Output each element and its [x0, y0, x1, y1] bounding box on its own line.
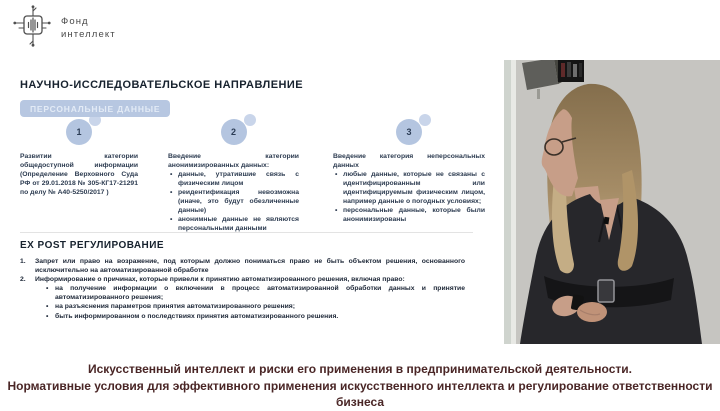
column-intro: Развитии категории общедоступной информации (Определение Верховного Суда РФ от 29.01.2018 № 305-КГ17-21291 по делу № А40-5250/2017 )	[20, 153, 138, 196]
sub-bullet-item	[46, 284, 465, 302]
step-circle-1	[20, 119, 138, 150]
slide-title: НАУЧНО-ИССЛЕДОВАТЕЛЬСКОЕ НАПРАВЛЕНИЕ	[20, 79, 304, 91]
belt-buckle	[598, 280, 614, 302]
shelf-item	[561, 63, 565, 77]
logo-text	[61, 16, 116, 41]
circle-number: 1	[76, 127, 82, 137]
numbered-item	[20, 275, 465, 284]
item-text: Информирование о причинах, которые привели к принятию автоматизированного решения, включая право:	[35, 276, 405, 284]
circle-number: 2	[230, 127, 236, 137]
presenter-video-frame	[504, 60, 720, 344]
bullet-item: • любые данные, которые не связаны с идентифицированным или идентифицируемым физическим лицом, например данные о погодных условиях;	[333, 171, 485, 207]
fond-intellect-logo	[12, 4, 116, 53]
numbered-item	[20, 257, 465, 275]
step-circle-3	[333, 119, 485, 150]
column-intro: Введение категория неперсональных данных	[333, 153, 485, 169]
caption-line-2: Нормативные условия для эффективного применения искусственного интеллекта и регулирование ответственности бизнеса	[7, 378, 713, 409]
sub-bullet-item	[46, 302, 465, 311]
chip-icon	[12, 4, 52, 53]
caption-line-1: Искусственный интеллект и риски его применения в предпринимательской деятельности.	[88, 362, 632, 376]
shelf-item	[579, 63, 582, 77]
shelf-item	[567, 62, 571, 77]
door-frame-edge	[511, 60, 516, 344]
bullet-item: • анонимные данные не являются персональными данными	[168, 216, 299, 234]
step-circle-2	[168, 119, 299, 150]
slide-column-1	[20, 119, 138, 198]
personal-data-badge: ПЕРСОНАЛЬНЫЕ ДАННЫЕ	[20, 100, 170, 117]
logo-line2: интеллект	[61, 28, 116, 40]
bullet-item: • данные, утратившие связь с физическим лицом	[168, 171, 299, 189]
expost-heading: EX POST РЕГУЛИРОВАНИЕ	[20, 240, 164, 251]
item-text: Запрет или право на возражение, под которым должно пониматься право не быть объектом решения, основанного исключительно на автоматизированной обработке	[35, 258, 465, 275]
shelf-item	[573, 64, 577, 77]
door-frame	[504, 60, 511, 344]
circle-number: 3	[406, 127, 412, 137]
bubble-icon	[244, 114, 256, 126]
presenter-illustration	[504, 60, 720, 344]
item-number: 1.	[20, 258, 26, 265]
logo-line1: Фонд	[61, 16, 89, 28]
speaker-mount	[537, 89, 540, 99]
bullet-item: • реидентификация невозможна (иначе, это будут обезличенные данные)	[168, 189, 299, 216]
sub-bullet-item	[46, 312, 465, 321]
sub-item-text: • на получение информации о включении в процесс автоматизированной обработки данных и принятие автоматизированного решения;	[55, 285, 465, 302]
sub-item-text: • на разъяснения параметров принятия автоматизированного решения;	[55, 303, 295, 311]
slide-column-2	[168, 119, 299, 234]
bubble-icon	[419, 114, 431, 126]
microphone-clip	[603, 217, 609, 225]
lecture-caption	[0, 361, 720, 411]
column-intro: Введение категории анонимизированных данных:	[168, 153, 299, 169]
bullet-item: • персональные данные, которые были анонимизированы	[333, 207, 485, 225]
expost-list	[20, 257, 465, 321]
section-divider	[20, 232, 473, 233]
item-number: 2.	[20, 276, 26, 284]
sub-item-text: • быть информированном о последствиях принятия автоматизированного решения.	[55, 312, 339, 320]
slide-column-3	[333, 119, 485, 225]
hand-right	[577, 302, 607, 322]
